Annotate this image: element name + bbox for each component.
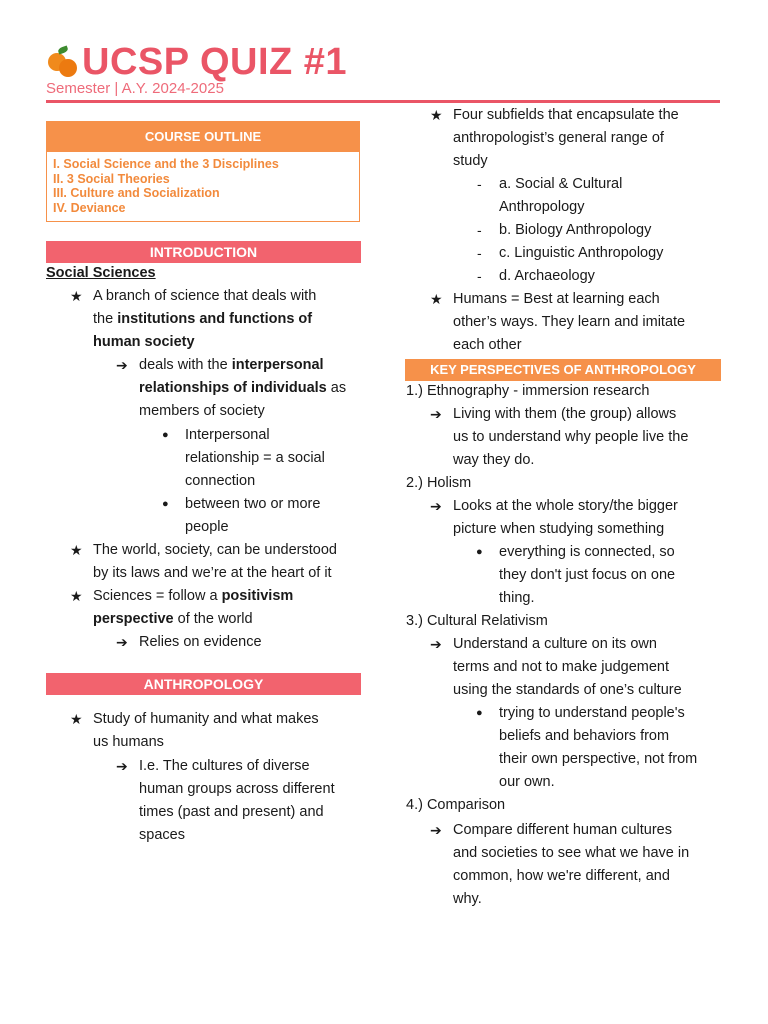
perspective-subdetail — [499, 541, 729, 610]
text-line: they don't just focus on one — [499, 567, 676, 583]
anthro-point-1 — [93, 708, 368, 754]
text-line: Study of humanity and what makes — [93, 711, 319, 727]
star-bullet-icon: ★ — [70, 711, 83, 727]
page-title: UCSP QUIZ #1 — [82, 40, 348, 83]
text-line: spaces — [139, 827, 185, 843]
text-line: and societies to see what we have in — [453, 845, 690, 861]
dash-bullet-icon: - — [477, 245, 482, 261]
arrow-bullet-icon: ➔ — [430, 822, 442, 838]
star-bullet-icon: ★ — [70, 288, 83, 304]
dot-bullet-icon: ● — [162, 498, 169, 510]
perspective-detail — [453, 819, 733, 911]
intro-detail-1 — [185, 424, 375, 493]
text-line: members of society — [139, 403, 265, 419]
bold-text: relationships of individuals — [139, 380, 327, 396]
text-line: Understand a culture on its own — [453, 636, 657, 652]
outline-item: III. Culture and Socialization — [53, 186, 220, 200]
dash-bullet-icon: - — [477, 268, 482, 284]
text-line: The world, society, can be understood — [93, 542, 337, 558]
perspective-detail — [453, 495, 733, 541]
text-line: each other — [453, 337, 522, 353]
text-line: picture when studying something — [453, 521, 665, 537]
perspective-subdetail — [499, 702, 729, 794]
course-outline-list — [47, 152, 359, 215]
text-line: Anthropology — [499, 199, 585, 215]
text-run: of the world — [173, 611, 253, 627]
text-line: I.e. The cultures of diverse — [139, 758, 310, 774]
dot-bullet-icon: ● — [476, 707, 483, 719]
anthro-point-2 — [453, 104, 733, 173]
text-line: thing. — [499, 590, 535, 606]
text-line: between two or more — [185, 496, 321, 512]
dash-bullet-icon: - — [477, 176, 482, 192]
intro-detail-2 — [185, 493, 375, 539]
text-line: connection — [185, 473, 256, 489]
text-line — [93, 585, 368, 608]
star-bullet-icon: ★ — [430, 107, 443, 123]
text-line: common, how we're different, and — [453, 868, 670, 884]
text-line: relationship = a social — [185, 450, 325, 466]
perspective-detail — [453, 403, 733, 472]
course-outline-box — [46, 121, 360, 222]
orange-fruit-icon — [46, 45, 80, 79]
text-line: terms and not to make judgement — [453, 659, 670, 675]
dot-bullet-icon: ● — [476, 546, 483, 558]
arrow-bullet-icon: ➔ — [430, 636, 442, 652]
text-line: us to understand why people live the — [453, 429, 689, 445]
perspective-title: 1.) Ethnography - immersion research — [406, 383, 650, 399]
text-line — [139, 354, 369, 377]
text-line: using the standards of one’s culture — [453, 682, 682, 698]
subfield-item: c. Linguistic Anthropology — [499, 245, 664, 261]
text-line: human groups across different — [139, 781, 335, 797]
outline-item: IV. Deviance — [53, 200, 126, 215]
intro-point-2 — [93, 539, 373, 585]
text-line: beliefs and behaviors from — [499, 728, 670, 744]
intro-subpoint-1 — [139, 354, 369, 423]
arrow-bullet-icon: ➔ — [430, 406, 442, 422]
arrow-bullet-icon: ➔ — [116, 634, 128, 650]
bold-text: perspective — [93, 611, 174, 627]
arrow-bullet-icon: ➔ — [116, 357, 128, 373]
star-bullet-icon: ★ — [430, 291, 443, 307]
bold-text: institutions and functions of — [117, 311, 313, 327]
text-run: as — [326, 380, 347, 396]
subfield-item: d. Archaeology — [499, 268, 595, 284]
text-line: us humans — [93, 734, 164, 750]
text-line: everything is connected, so — [499, 544, 675, 560]
text-line: our own. — [499, 774, 555, 790]
text-line: Living with them (the group) allows — [453, 406, 677, 422]
text-line: Compare different human cultures — [453, 822, 672, 838]
anthro-point-3 — [453, 288, 733, 357]
perspective-title: 2.) Holism — [406, 475, 472, 491]
social-sciences-subheading: Social Sciences — [46, 265, 156, 281]
outline-item: I. Social Science and the 3 Disciplines — [53, 157, 279, 171]
perspective-title: 3.) Cultural Relativism — [406, 613, 548, 629]
intro-subpoint-3: Relies on evidence — [139, 634, 262, 650]
text-line — [93, 308, 368, 331]
outline-item: II. 3 Social Theories — [53, 171, 170, 186]
text-line: Interpersonal — [185, 427, 270, 443]
anthro-subpoint-1 — [139, 755, 374, 847]
text-line — [93, 608, 368, 631]
text-line — [139, 377, 369, 400]
header-divider — [46, 100, 720, 103]
course-outline-heading: COURSE OUTLINE — [47, 122, 359, 152]
text-line: A branch of science that deals with — [93, 288, 317, 304]
bold-text: human society — [93, 334, 195, 350]
arrow-bullet-icon: ➔ — [116, 758, 128, 774]
text-run: the — [93, 311, 118, 327]
perspective-title: 4.) Comparison — [406, 797, 506, 813]
bold-text: interpersonal — [231, 357, 324, 373]
introduction-heading: INTRODUCTION — [46, 241, 361, 263]
text-line: Humans = Best at learning each — [453, 291, 660, 307]
star-bullet-icon: ★ — [70, 542, 83, 558]
title-row — [46, 40, 347, 84]
page-subtitle: Semester | A.Y. 2024-2025 — [46, 80, 224, 97]
text-line: other’s ways. They learn and imitate — [453, 314, 686, 330]
star-bullet-icon: ★ — [70, 588, 83, 604]
dash-bullet-icon: - — [477, 222, 482, 238]
text-line: their own perspective, not from — [499, 751, 698, 767]
text-line: a. Social & Cultural — [499, 176, 623, 192]
text-line: people — [185, 519, 229, 535]
bold-text: positivism — [221, 588, 294, 604]
perspective-detail — [453, 633, 733, 702]
subfield-item — [499, 173, 622, 219]
dot-bullet-icon: ● — [162, 429, 169, 441]
text-line: by its laws and we’re at the heart of it — [93, 565, 332, 581]
text-line: times (past and present) and — [139, 804, 324, 820]
anthropology-heading: ANTHROPOLOGY — [46, 673, 361, 695]
subfield-item: b. Biology Anthropology — [499, 222, 652, 238]
text-run: Sciences = follow a — [93, 588, 222, 604]
text-line: anthropologist’s general range of — [453, 130, 664, 146]
text-line: Looks at the whole story/the bigger — [453, 498, 678, 514]
text-line: why. — [453, 891, 482, 907]
text-line: study — [453, 153, 488, 169]
text-line: Four subfields that encapsulate the — [453, 107, 679, 123]
key-perspectives-heading: KEY PERSPECTIVES OF ANTHROPOLOGY — [405, 359, 721, 381]
arrow-bullet-icon: ➔ — [430, 498, 442, 514]
text-line: trying to understand people's — [499, 705, 685, 721]
intro-point-3 — [93, 585, 368, 631]
intro-point-1 — [93, 285, 368, 354]
text-run: deals with the — [139, 357, 232, 373]
text-line: way they do. — [453, 452, 535, 468]
